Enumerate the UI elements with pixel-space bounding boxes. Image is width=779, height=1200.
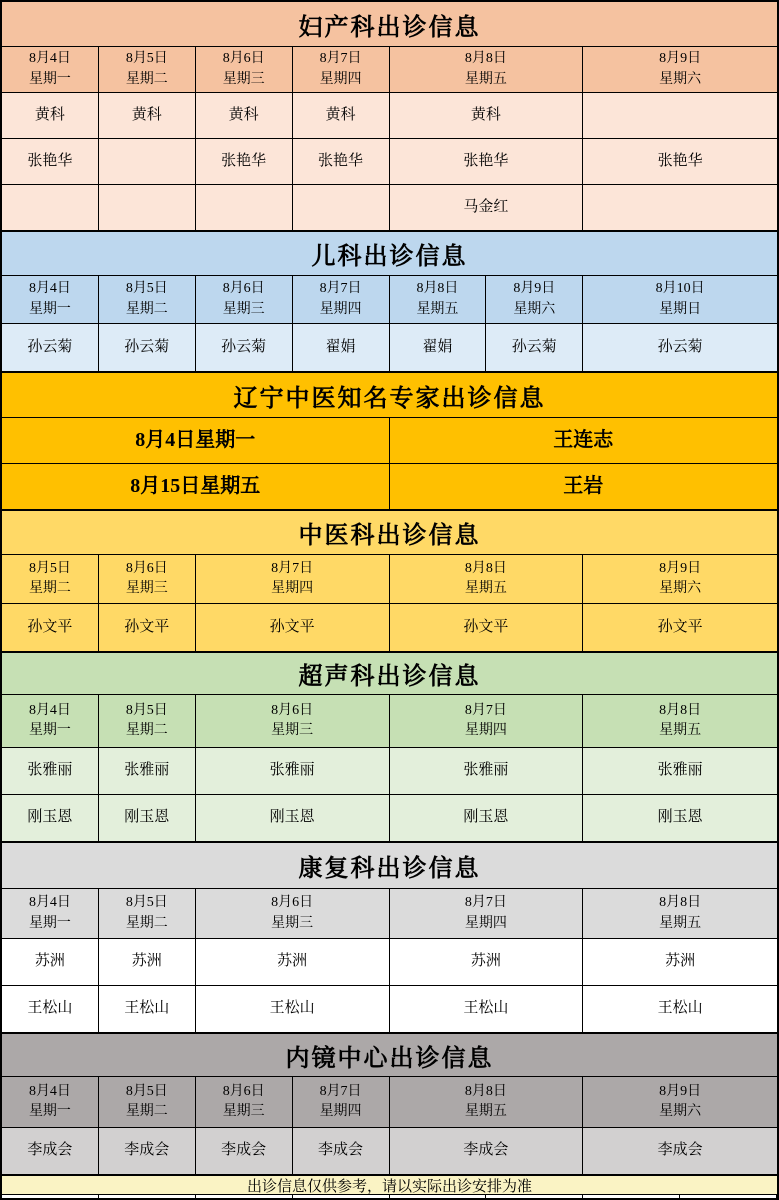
staff-name-text: 翟娟 — [422, 338, 453, 355]
empty-cell — [99, 185, 196, 230]
staff-cell — [583, 748, 777, 794]
weekday-text: 星期二 — [125, 1104, 168, 1119]
staff-cell — [2, 93, 99, 138]
staff-cell — [293, 139, 390, 184]
empty-cell — [293, 1195, 390, 1200]
staff-name-text: 孙文平 — [463, 618, 509, 635]
date-text: 8月9日 — [659, 1083, 702, 1099]
empty-cell — [583, 1195, 680, 1200]
weekday-text: 星期四 — [464, 723, 507, 738]
staff-cell — [583, 139, 777, 184]
weekday-text: 星期二 — [125, 301, 168, 317]
section-title — [2, 232, 777, 276]
staff-cell — [583, 795, 777, 841]
staff-cell — [2, 939, 99, 985]
staff-name-text: 孙文平 — [124, 618, 170, 635]
staff-cell — [390, 185, 584, 230]
staff-name-text: 马金红 — [463, 198, 509, 215]
weekday-text: 星期一 — [28, 71, 71, 87]
weekday-text: 星期四 — [319, 301, 362, 317]
expert-name-text: 王岩 — [563, 475, 604, 497]
weekday-text: 星期三 — [222, 1104, 265, 1119]
staff-cell — [196, 93, 293, 138]
staff-name-text: 张艳华 — [657, 152, 703, 169]
staff-cell — [196, 139, 293, 184]
date-cell — [2, 1077, 99, 1127]
staff-name-text: 刚玉恩 — [463, 809, 509, 826]
staff-name-text: 黄科 — [228, 106, 259, 123]
weekday-text: 星期三 — [125, 581, 168, 596]
staff-cell — [196, 1128, 293, 1174]
staff-name-text: 李成会 — [318, 1142, 364, 1159]
weekday-text: 星期四 — [464, 915, 507, 931]
date-cell — [583, 276, 777, 323]
date-header-row — [2, 889, 777, 939]
staff-name-text: 王松山 — [657, 1000, 703, 1017]
section-obgyn — [2, 2, 777, 231]
weekday-text: 星期二 — [125, 71, 168, 87]
date-cell — [293, 1077, 390, 1127]
disclaimer-row — [2, 1175, 777, 1195]
section-title — [2, 373, 777, 418]
staff-cell — [2, 324, 99, 371]
staff-name-text: 刚玉恩 — [269, 809, 315, 826]
expert-name-text: 王连志 — [553, 429, 614, 451]
staff-name-text: 孙云菊 — [27, 338, 73, 355]
weekday-text: 星期一 — [28, 1104, 71, 1119]
staff-name-text: 王松山 — [463, 1000, 509, 1017]
staff-cell — [293, 1128, 390, 1174]
weekday-text: 星期二 — [125, 915, 168, 931]
weekday-text: 星期五 — [659, 723, 702, 738]
date-text: 8月6日 — [222, 281, 265, 297]
staff-name-text: 张艳华 — [318, 152, 364, 169]
date-text: 8月7日 — [319, 51, 362, 67]
staff-cell — [390, 324, 487, 371]
staff-name-text: 孙云菊 — [124, 338, 170, 355]
date-cell — [99, 1077, 196, 1127]
staff-name-text: 张雅丽 — [124, 762, 170, 779]
staff-cell — [99, 93, 196, 138]
staff-name-text: 苏洲 — [665, 953, 696, 970]
section-title — [2, 511, 777, 555]
date-text: 8月6日 — [271, 702, 314, 718]
weekday-text: 星期三 — [271, 915, 314, 931]
date-cell — [196, 889, 390, 938]
expert-name-cell — [390, 464, 778, 509]
section-title — [2, 1034, 777, 1077]
expert-row — [2, 418, 777, 464]
date-text: 8月8日 — [464, 560, 507, 576]
staff-row — [2, 93, 777, 139]
staff-cell — [99, 324, 196, 371]
empty-cell — [293, 185, 390, 230]
weekday-text: 星期一 — [28, 915, 71, 931]
staff-row — [2, 324, 777, 372]
staff-cell — [390, 139, 584, 184]
section-tcm-experts — [2, 372, 777, 510]
weekday-text: 星期六 — [659, 1104, 702, 1119]
section-title-text: 超声科出诊信息 — [298, 664, 481, 690]
staff-name-text: 苏洲 — [131, 953, 162, 970]
staff-row — [2, 939, 777, 986]
staff-cell — [583, 939, 777, 985]
date-cell — [196, 1077, 293, 1127]
weekday-text: 星期三 — [222, 301, 265, 317]
weekday-text: 星期日 — [659, 301, 702, 317]
date-text: 8月6日 — [271, 895, 314, 911]
section-ultrasound — [2, 652, 777, 842]
date-text: 8月9日 — [659, 560, 702, 576]
staff-name-text: 孙文平 — [27, 618, 73, 635]
weekday-text: 星期六 — [659, 71, 702, 87]
staff-name-text: 张雅丽 — [269, 762, 315, 779]
section-title-text: 中医科出诊信息 — [298, 523, 481, 549]
staff-name-text: 李成会 — [27, 1142, 73, 1159]
date-cell — [293, 276, 390, 323]
empty-cell — [390, 1195, 487, 1200]
staff-cell — [583, 604, 777, 651]
empty-cell — [2, 185, 99, 230]
weekday-text: 星期三 — [271, 723, 314, 738]
expert-date-cell — [2, 464, 390, 509]
weekday-text: 星期六 — [659, 581, 702, 596]
weekday-text: 星期五 — [464, 581, 507, 596]
staff-cell — [2, 1128, 99, 1174]
staff-name-text: 孙云菊 — [657, 338, 703, 355]
weekday-text: 星期五 — [464, 1104, 507, 1119]
partial-bottom-row — [2, 1195, 777, 1200]
date-text: 8月9日 — [659, 51, 702, 67]
staff-cell — [196, 604, 390, 651]
empty-cell — [680, 1195, 777, 1200]
date-cell — [583, 695, 777, 747]
date-cell — [583, 1077, 777, 1127]
staff-cell — [2, 795, 99, 841]
staff-cell — [99, 939, 196, 985]
staff-row — [2, 604, 777, 652]
expert-date-text: 8月15日星期五 — [130, 475, 261, 497]
staff-row — [2, 185, 777, 231]
staff-cell — [196, 795, 390, 841]
weekday-text: 星期三 — [222, 71, 265, 87]
date-cell — [390, 47, 584, 92]
staff-name-text: 黄科 — [325, 106, 356, 123]
staff-cell — [486, 324, 583, 371]
staff-cell — [293, 324, 390, 371]
date-cell — [196, 555, 390, 603]
weekday-text: 星期一 — [28, 301, 71, 317]
staff-cell — [2, 748, 99, 794]
date-cell — [583, 47, 777, 92]
staff-name-text: 李成会 — [657, 1142, 703, 1159]
date-text: 8月8日 — [659, 895, 702, 911]
staff-name-text: 孙文平 — [657, 618, 703, 635]
date-cell — [293, 47, 390, 92]
section-title-text: 内镜中心出诊信息 — [285, 1045, 494, 1072]
empty-cell — [99, 1195, 196, 1200]
staff-cell — [390, 939, 584, 985]
disclaimer-text: 出诊信息仅供参考，请以实际出诊安排为准 — [246, 1178, 532, 1195]
date-cell — [196, 47, 293, 92]
date-text: 8月4日 — [28, 1083, 71, 1099]
staff-cell — [196, 986, 390, 1032]
empty-cell — [196, 185, 293, 230]
empty-cell — [583, 93, 777, 138]
sections-root — [2, 2, 777, 1175]
date-text: 8月8日 — [659, 702, 702, 718]
expert-date-cell — [2, 418, 390, 463]
staff-cell — [196, 324, 293, 371]
date-cell — [2, 276, 99, 323]
expert-row — [2, 464, 777, 510]
date-cell — [390, 889, 584, 938]
date-text: 8月8日 — [416, 281, 459, 297]
staff-cell — [583, 324, 777, 371]
date-text: 8月4日 — [28, 281, 71, 297]
section-title-text: 妇产科出诊信息 — [298, 14, 481, 41]
date-text: 8月8日 — [464, 51, 507, 67]
date-header-row — [2, 695, 777, 748]
staff-name-text: 刚玉恩 — [124, 809, 170, 826]
empty-cell — [583, 185, 777, 230]
staff-name-text: 张雅丽 — [463, 762, 509, 779]
date-text: 8月7日 — [464, 895, 507, 911]
expert-date-text: 8月4日星期一 — [135, 429, 256, 451]
staff-cell — [390, 795, 584, 841]
date-text: 8月5日 — [125, 895, 168, 911]
staff-name-text: 张雅丽 — [27, 762, 73, 779]
date-text: 8月10日 — [655, 281, 705, 297]
date-text: 8月5日 — [28, 560, 71, 576]
empty-cell — [99, 139, 196, 184]
staff-name-text: 张雅丽 — [657, 762, 703, 779]
weekday-text: 星期二 — [125, 723, 168, 738]
section-tcm-dept — [2, 510, 777, 652]
staff-cell — [390, 986, 584, 1032]
staff-name-text: 张艳华 — [27, 152, 73, 169]
date-cell — [390, 695, 584, 747]
date-cell — [486, 276, 583, 323]
section-title-text: 儿科出诊信息 — [311, 244, 468, 270]
date-cell — [99, 695, 196, 747]
date-cell — [390, 276, 487, 323]
date-text: 8月7日 — [319, 281, 362, 297]
date-header-row — [2, 1077, 777, 1128]
staff-cell — [390, 748, 584, 794]
staff-name-text: 黄科 — [470, 106, 501, 123]
staff-cell — [196, 748, 390, 794]
date-text: 8月5日 — [125, 1083, 168, 1099]
section-rehab — [2, 842, 777, 1033]
date-cell — [390, 555, 584, 603]
date-cell — [196, 695, 390, 747]
section-title — [2, 843, 777, 889]
date-text: 8月5日 — [125, 281, 168, 297]
staff-name-text: 黄科 — [34, 106, 65, 123]
weekday-text: 星期一 — [28, 723, 71, 738]
date-header-row — [2, 47, 777, 93]
date-cell — [2, 889, 99, 938]
staff-cell — [293, 93, 390, 138]
date-text: 8月6日 — [222, 51, 265, 67]
staff-cell — [2, 986, 99, 1032]
staff-name-text: 苏洲 — [470, 953, 501, 970]
staff-name-text: 李成会 — [124, 1142, 170, 1159]
staff-name-text: 孙文平 — [269, 618, 315, 635]
date-cell — [99, 47, 196, 92]
date-cell — [2, 555, 99, 603]
staff-cell — [390, 93, 584, 138]
date-cell — [99, 555, 196, 603]
staff-name-text: 孙云菊 — [511, 338, 557, 355]
staff-name-text: 王松山 — [269, 1000, 315, 1017]
staff-cell — [390, 1128, 584, 1174]
date-text: 8月5日 — [125, 51, 168, 67]
staff-row — [2, 795, 777, 842]
date-text: 8月6日 — [222, 1083, 265, 1099]
empty-cell — [486, 1195, 583, 1200]
staff-cell — [196, 939, 390, 985]
date-header-row — [2, 276, 777, 324]
date-cell — [583, 555, 777, 603]
staff-name-text: 黄科 — [131, 106, 162, 123]
weekday-text: 星期五 — [464, 71, 507, 87]
staff-name-text: 王松山 — [27, 1000, 73, 1017]
weekday-text: 星期四 — [271, 581, 314, 596]
section-title — [2, 653, 777, 695]
weekday-text: 星期二 — [28, 581, 71, 596]
date-cell — [99, 276, 196, 323]
date-text: 8月4日 — [28, 895, 71, 911]
empty-cell — [196, 1195, 293, 1200]
date-cell — [196, 276, 293, 323]
date-text: 8月5日 — [125, 702, 168, 718]
expert-name-cell — [390, 418, 778, 463]
date-text: 8月7日 — [464, 702, 507, 718]
section-title — [2, 2, 777, 47]
staff-row — [2, 986, 777, 1033]
date-text: 8月4日 — [28, 702, 71, 718]
date-text: 8月4日 — [28, 51, 71, 67]
staff-name-text: 苏洲 — [277, 953, 308, 970]
staff-row — [2, 139, 777, 185]
section-pediatrics — [2, 231, 777, 372]
staff-cell — [390, 604, 584, 651]
staff-name-text: 张艳华 — [221, 152, 267, 169]
date-cell — [390, 1077, 584, 1127]
staff-cell — [99, 795, 196, 841]
staff-name-text: 李成会 — [221, 1142, 267, 1159]
staff-cell — [99, 604, 196, 651]
date-text: 8月7日 — [319, 1083, 362, 1099]
section-title-text: 辽宁中医知名专家出诊信息 — [233, 385, 546, 412]
staff-cell — [99, 748, 196, 794]
weekday-text: 星期四 — [319, 1104, 362, 1119]
date-header-row — [2, 555, 777, 604]
staff-cell — [99, 986, 196, 1032]
weekday-text: 星期五 — [416, 301, 459, 317]
staff-name-text: 翟娟 — [325, 338, 356, 355]
staff-name-text: 刚玉恩 — [27, 809, 73, 826]
section-title-text: 康复科出诊信息 — [298, 856, 481, 882]
date-text: 8月6日 — [125, 560, 168, 576]
staff-cell — [583, 1128, 777, 1174]
staff-cell — [2, 604, 99, 651]
date-text: 8月7日 — [271, 560, 314, 576]
staff-name-text: 王松山 — [124, 1000, 170, 1017]
staff-row — [2, 748, 777, 795]
staff-cell — [583, 986, 777, 1032]
weekday-text: 星期四 — [319, 71, 362, 87]
empty-cell — [2, 1195, 99, 1200]
section-endoscopy — [2, 1033, 777, 1175]
date-cell — [2, 47, 99, 92]
staff-name-text: 李成会 — [463, 1142, 509, 1159]
staff-name-text: 张艳华 — [463, 152, 509, 169]
staff-cell — [2, 139, 99, 184]
staff-name-text: 苏洲 — [34, 953, 65, 970]
staff-name-text: 孙云菊 — [221, 338, 267, 355]
weekday-text: 星期六 — [513, 301, 556, 317]
date-cell — [583, 889, 777, 938]
date-cell — [2, 695, 99, 747]
staff-name-text: 刚玉恩 — [657, 809, 703, 826]
date-text: 8月9日 — [513, 281, 556, 297]
date-text: 8月8日 — [464, 1083, 507, 1099]
weekday-text: 星期五 — [659, 915, 702, 931]
staff-cell — [99, 1128, 196, 1174]
staff-row — [2, 1128, 777, 1175]
date-cell — [99, 889, 196, 938]
